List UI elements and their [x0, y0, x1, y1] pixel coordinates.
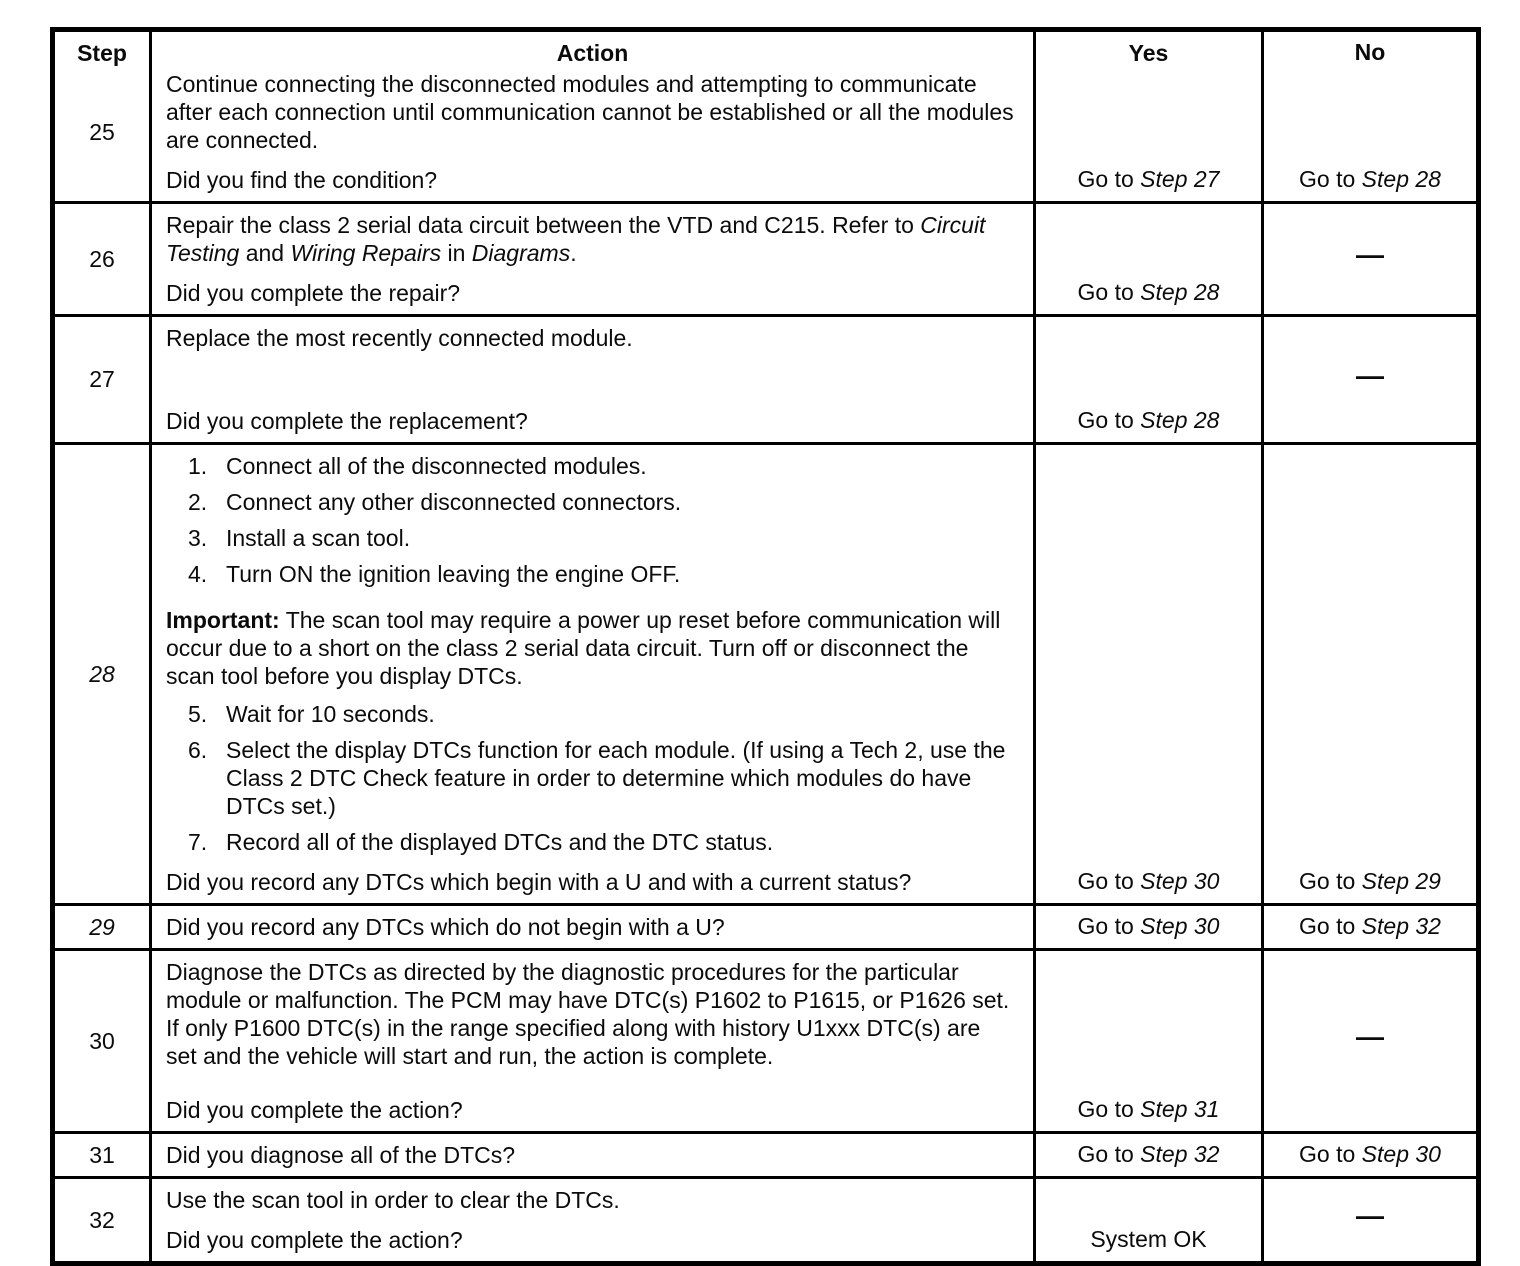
action-paragraph [166, 70, 1017, 154]
question-text [166, 1092, 1017, 1124]
action-cell [152, 204, 1036, 314]
action-cell [152, 1134, 1036, 1176]
step-number: 26 [89, 245, 115, 272]
yes-answer [1078, 912, 1220, 940]
question-text [166, 864, 1017, 896]
step-number: 30 [89, 1027, 115, 1054]
decision-table [50, 27, 1481, 1266]
text-segment: Did you find the condition? [166, 167, 438, 193]
text-segment: The scan tool may require a power up reset before communication will occur due to a short on the class 2 serial data circuit. Turn off or disconnect the scan tool before you display DTCs. [166, 607, 1001, 689]
text-segment: Step 32 [1140, 1141, 1220, 1167]
no-cell [1264, 445, 1476, 903]
text-segment: Step 30 [1140, 868, 1220, 894]
question-text [166, 403, 1017, 435]
table-row [55, 63, 1476, 201]
text-segment: Use the scan tool in order to clear the DTCs. [166, 1187, 620, 1213]
action-paragraph [166, 324, 1017, 352]
table-header-row [55, 32, 1476, 66]
list-item-number: 4. [188, 561, 208, 587]
step-number: 31 [89, 1141, 115, 1168]
list-item-text [226, 488, 1017, 516]
action-paragraph [166, 1186, 1017, 1214]
list-item-text [226, 700, 1017, 728]
text-segment: Go to [1299, 868, 1362, 894]
step-cell [55, 317, 152, 442]
text-segment: Go to [1299, 913, 1362, 939]
action-cell [152, 906, 1036, 948]
text-segment: Step 28 [1140, 279, 1220, 305]
action-cell [152, 317, 1036, 442]
step-cell [55, 906, 152, 948]
text-segment: in [441, 240, 472, 266]
action-cell [152, 951, 1036, 1131]
text-segment: . [570, 240, 577, 266]
question-text [166, 275, 1017, 307]
list-item [188, 700, 1017, 728]
yes-cell [1036, 1179, 1264, 1261]
action-cell [152, 445, 1036, 903]
table-row [55, 314, 1476, 442]
text-segment: Did you complete the repair? [166, 280, 461, 306]
question-text [166, 1141, 1017, 1169]
yes-cell [1036, 204, 1264, 314]
text-segment: Diagrams [471, 240, 571, 266]
text-segment: Circuit Testing [166, 212, 986, 266]
no-answer [1356, 1023, 1384, 1051]
text-segment: Go to [1299, 1141, 1362, 1167]
list-item [188, 452, 1017, 480]
no-answer [1356, 241, 1384, 269]
text-segment: Wiring Repairs [290, 240, 442, 266]
no-cell [1264, 951, 1476, 1131]
no-cell [1264, 63, 1476, 201]
no-answer [1299, 912, 1441, 940]
text-segment: Step 28 [1140, 407, 1220, 433]
yes-answer [1078, 1140, 1220, 1168]
question-text [166, 1222, 1017, 1254]
no-cell [1264, 317, 1476, 442]
question-text [166, 913, 1017, 941]
list-item-number: 1. [188, 453, 208, 479]
text-segment: Did you complete the action? [166, 1227, 463, 1253]
list-item-number: 3. [188, 525, 208, 551]
numbered-list [188, 452, 1017, 596]
step-cell [55, 951, 152, 1131]
text-segment: Select the display DTCs function for each module. (If using a Tech 2, use the Class 2 DTC Check feature in order to determine which modules do have DTCs set.) [226, 737, 1006, 819]
important-note [166, 606, 1017, 690]
no-answer [1299, 867, 1441, 895]
text-segment: Go to [1077, 279, 1141, 305]
text-segment: Diagnose the DTCs as directed by the diagnostic procedures for the particular module or malfunction. The PCM may have DTC(s) P1602 to P1615, or P1626 set. If only P1600 DTC(s) in the range specified along with history U1xxx DTC(s) are set and the vehicle will start and run, the action is complete. [166, 959, 1010, 1069]
step-number: 25 [89, 118, 115, 145]
table-row [55, 1176, 1476, 1261]
list-item [188, 524, 1017, 552]
header-action-label: Action [556, 39, 629, 66]
yes-answer [1078, 867, 1220, 895]
text-segment: Go to [1077, 407, 1141, 433]
yes-answer [1078, 165, 1220, 193]
step-cell [55, 63, 152, 201]
list-item-text [226, 452, 1017, 480]
text-segment: Repair the class 2 serial data circuit between the VTD and C215. Refer to [166, 212, 921, 238]
table-row [55, 442, 1476, 903]
list-item [188, 488, 1017, 516]
list-item [188, 736, 1017, 820]
text-segment: Go to [1077, 1141, 1141, 1167]
yes-cell [1036, 317, 1264, 442]
question-text [166, 162, 1017, 194]
numbered-list [188, 700, 1017, 864]
list-item [188, 560, 1017, 588]
header-step-label: Step [77, 39, 127, 66]
yes-cell [1036, 445, 1264, 903]
text-segment: Important: [166, 607, 280, 633]
step-number: 27 [89, 366, 115, 392]
table-row [55, 948, 1476, 1131]
text-segment: Did you complete the action? [166, 1097, 463, 1123]
text-segment: Step 30 [1361, 1141, 1441, 1167]
text-segment: Step 32 [1361, 913, 1441, 939]
no-answer [1299, 1140, 1441, 1168]
yes-cell [1036, 63, 1264, 201]
text-segment: System OK [1090, 1226, 1207, 1252]
step-number: 28 [89, 660, 115, 687]
yes-answer [1078, 1095, 1220, 1123]
text-segment: Step 30 [1140, 913, 1220, 939]
text-segment: Go to [1077, 868, 1141, 894]
text-segment: — [1356, 239, 1384, 270]
header-no-label: No [1354, 39, 1386, 65]
action-paragraph [166, 958, 1017, 1070]
step-number: 29 [89, 913, 115, 940]
text-segment: — [1356, 359, 1384, 391]
yes-answer [1078, 406, 1220, 434]
yes-answer [1090, 1225, 1206, 1253]
list-item-number: 7. [188, 829, 208, 855]
step-number: 32 [89, 1206, 115, 1233]
no-cell [1264, 906, 1476, 948]
text-segment: Step 27 [1140, 166, 1220, 192]
text-segment: Go to [1077, 1096, 1141, 1122]
yes-cell [1036, 951, 1264, 1131]
no-answer [1299, 165, 1441, 193]
text-segment: Step 29 [1361, 868, 1441, 894]
list-item [188, 828, 1017, 856]
no-cell [1264, 204, 1476, 314]
yes-answer [1078, 278, 1220, 306]
step-cell [55, 1134, 152, 1176]
text-segment: Continue connecting the disconnected modules and attempting to communicate after each connection until communication cannot be established or all the modules are connected. [166, 71, 1014, 153]
text-segment: Connect any other disconnected connectors. [226, 489, 682, 515]
list-item-number: 5. [188, 701, 208, 727]
action-cell [152, 63, 1036, 201]
table-row [55, 201, 1476, 314]
table-row [55, 1131, 1476, 1176]
list-item-text [226, 524, 1017, 552]
text-segment: Replace the most recently connected module. [166, 325, 633, 351]
action-cell [152, 1179, 1036, 1261]
text-segment: Step 31 [1140, 1096, 1220, 1122]
text-segment: Step 28 [1361, 166, 1441, 192]
yes-cell [1036, 1134, 1264, 1176]
text-segment: Did you diagnose all of the DTCs? [166, 1142, 516, 1168]
text-segment: — [1356, 1021, 1384, 1052]
step-cell [55, 1179, 152, 1261]
text-segment: Did you record any DTCs which begin with a U and with a current status? [166, 869, 912, 895]
text-segment: Connect all of the disconnected modules. [226, 453, 647, 479]
list-item-text [226, 828, 1017, 856]
no-cell [1264, 1134, 1476, 1176]
text-segment: Install a scan tool. [226, 525, 411, 551]
text-segment: Record all of the displayed DTCs and the DTC status. [226, 829, 774, 855]
text-segment: Go to [1077, 166, 1141, 192]
text-segment: Turn ON the ignition leaving the engine OFF. [226, 561, 681, 587]
list-item-text [226, 736, 1017, 820]
header-yes-label: Yes [1128, 39, 1169, 66]
no-answer [1356, 359, 1384, 391]
decision-table-rows [55, 63, 1476, 1261]
step-cell [55, 445, 152, 903]
text-segment: Wait for 10 seconds. [226, 701, 435, 727]
table-row [55, 903, 1476, 948]
list-item-number: 6. [188, 737, 208, 763]
text-segment: Did you record any DTCs which do not begin with a U? [166, 914, 725, 940]
document-page [50, 27, 1481, 1266]
list-item-number: 2. [188, 489, 208, 515]
action-paragraph [166, 211, 1017, 267]
no-cell [1264, 1179, 1476, 1261]
step-cell [55, 204, 152, 314]
text-segment: Go to [1299, 166, 1362, 192]
list-item-text [226, 560, 1017, 588]
text-segment: and [239, 240, 291, 266]
text-segment: — [1356, 1200, 1384, 1231]
text-segment: Go to [1077, 913, 1141, 939]
text-segment: Did you complete the replacement? [166, 408, 528, 434]
yes-cell [1036, 906, 1264, 948]
